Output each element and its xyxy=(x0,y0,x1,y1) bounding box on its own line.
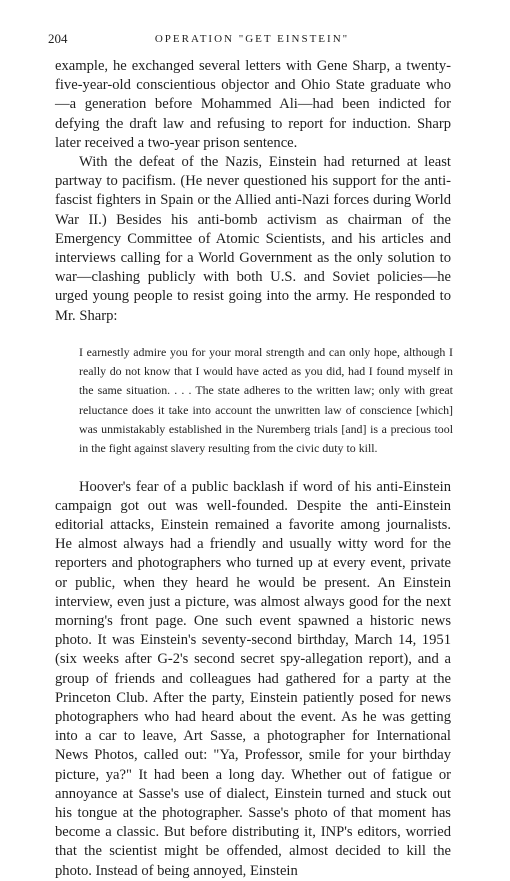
running-head: OPERATION "GET EINSTEIN" xyxy=(154,33,350,45)
page-number: 204 xyxy=(48,31,68,46)
paragraph: example, he exchanged several letters with Gene Sharp, a twenty-five-year-old conscientious objector and Ohio State graduate who—a generation before Mohammed Ali—had been indicted for defying the draft law and refusing to report for induction. Sharp later received a two-year prison sentence. xyxy=(55,58,451,151)
body-text xyxy=(55,57,451,881)
paragraph: With the defeat of the Nazis, Einstein had returned at least partway to pacifism. (He never questioned his support for the anti-fascist fighters in Spain or the Allied anti-Nazi forces during World War II.) Besides his anti-bomb activism as chairman of the Emergency Committee of Atomic Scientists, and his articles and interviews calling for a World Government as the only solution to war—clashing publicly with both U.S. and Soviet policies—he urged young people to resist going into the army. He responded to Mr. Sharp: xyxy=(55,154,451,324)
page-header xyxy=(48,30,456,48)
paragraph: Hoover's fear of a public backlash if word of his anti-Einstein campaign got out was well-founded. Despite the anti-Einstein editorial attacks, Einstein remained a favorite among journalists. He almost always had a friendly and usually witty word for the reporters and photographers who turned up at every event, private or public, when they heard he would be present. An Einstein interview, even just a picture, was almost always good for the next morning's front page. One such event spawned a historic news photo. It was Einstein's seventy-second birthday, March 14, 1951 (six weeks after G-2's second secret spy-allegation report), and a group of friends and colleagues had gathered for a party at the Princeton Club. After the party, Einstein patiently posed for news photographers who had heard about the event. As he was getting into a car to leave, Art Sasse, a photographer for International News Photos, called out: "Ya, Professor, smile for your birthday picture, ya?" It had been a long day. Whether out of fatigue or annoyance at Sasse's use of dialect, Einstein turned and stuck out his tongue at the photographer. Sasse's photo of that moment has become a classic. But before distributing it, INP's editors, worried that the scientist might be offended, almost decided to kill the photo. Instead of being annoyed, Einstein xyxy=(55,478,451,879)
block-quote: I earnestly admire you for your moral strength and can only hope, although I really do not know that I would have acted as you did, had I found myself in the same situation. . . . The state adheres to the written law; only with great reluctance does it take into account the unwritten law of conscience [which] was unmistakably established in the Nuremberg trials [and] is a precious tool in the fight against slavery resulting from the civic duty to kill. xyxy=(79,344,453,456)
